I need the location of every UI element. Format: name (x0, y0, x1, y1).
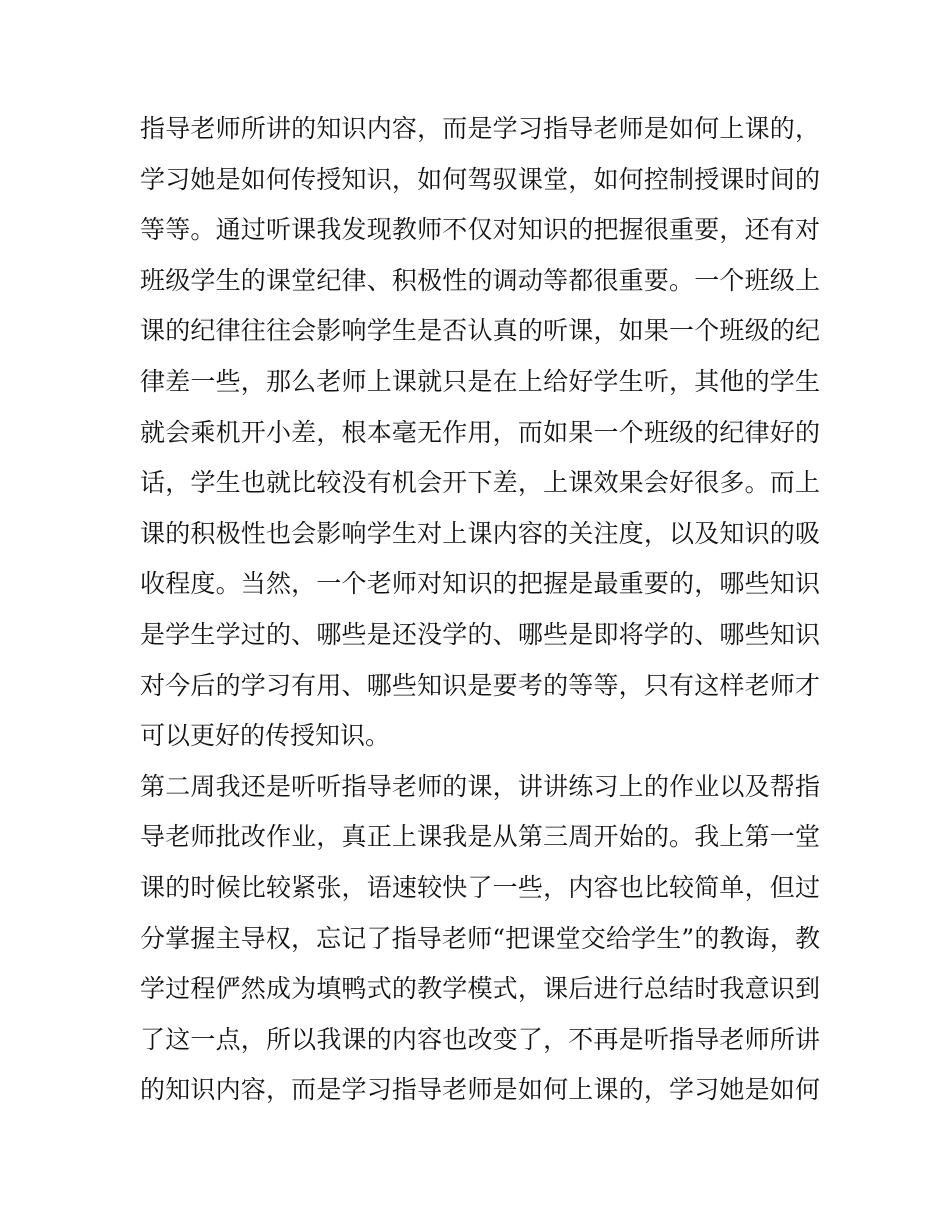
text-line: 的知识内容，而是学习指导老师是如何上课的，学习她是如何 (140, 1075, 820, 1105)
text-line: 导老师批改作业，真正上课我是从第三周开始的。我上第一堂 (140, 822, 820, 852)
text-line: 分掌握主导权，忘记了指导老师“把课堂交给学生”的教诲，教 (140, 923, 820, 953)
text-line: 学过程俨然成为填鸭式的教学模式，课后进行总结时我意识到 (140, 974, 820, 1004)
text-line: 等等。通过听课我发现教师不仅对知识的把握很重要，还有对 (140, 215, 820, 245)
text-line: 话，学生也就比较没有机会开下差，上课效果会好很多。而上 (140, 468, 820, 498)
text-line: 是学生学过的、哪些是还没学的、哪些是即将学的、哪些知识 (140, 619, 820, 649)
text-line: 对今后的学习有用、哪些知识是要考的等等，只有这样老师才 (140, 670, 820, 700)
text-line: 第二周我还是听听指导老师的课，讲讲练习上的作业以及帮指 (140, 771, 820, 801)
text-line: 可以更好的传授知识。 (140, 721, 391, 751)
paragraph-2 (140, 762, 820, 1116)
text-line: 课的积极性也会影响学生对上课内容的关注度，以及知识的吸 (140, 518, 820, 548)
text-line: 班级学生的课堂纪律、积极性的调动等都很重要。一个班级上 (140, 265, 820, 295)
body-text (140, 104, 820, 1116)
text-line: 了这一点，所以我课的内容也改变了，不再是听指导老师所讲 (140, 1024, 820, 1054)
text-line: 课的纪律往往会影响学生是否认真的听课，如果一个班级的纪 (140, 316, 820, 346)
text-line: 学习她是如何传授知识，如何驾驭课堂，如何控制授课时间的 (140, 164, 820, 194)
text-line: 就会乘机开小差，根本毫无作用，而如果一个班级的纪律好的 (140, 417, 820, 447)
paragraph-1 (140, 104, 820, 762)
text-line: 收程度。当然，一个老师对知识的把握是最重要的，哪些知识 (140, 569, 820, 599)
text-line: 课的时候比较紧张，语速较快了一些，内容也比较简单，但过 (140, 872, 820, 902)
text-line: 指导老师所讲的知识内容，而是学习指导老师是如何上课的， (140, 114, 820, 143)
text-line: 律差一些，那么老师上课就只是在上给好学生听，其他的学生 (140, 366, 820, 396)
